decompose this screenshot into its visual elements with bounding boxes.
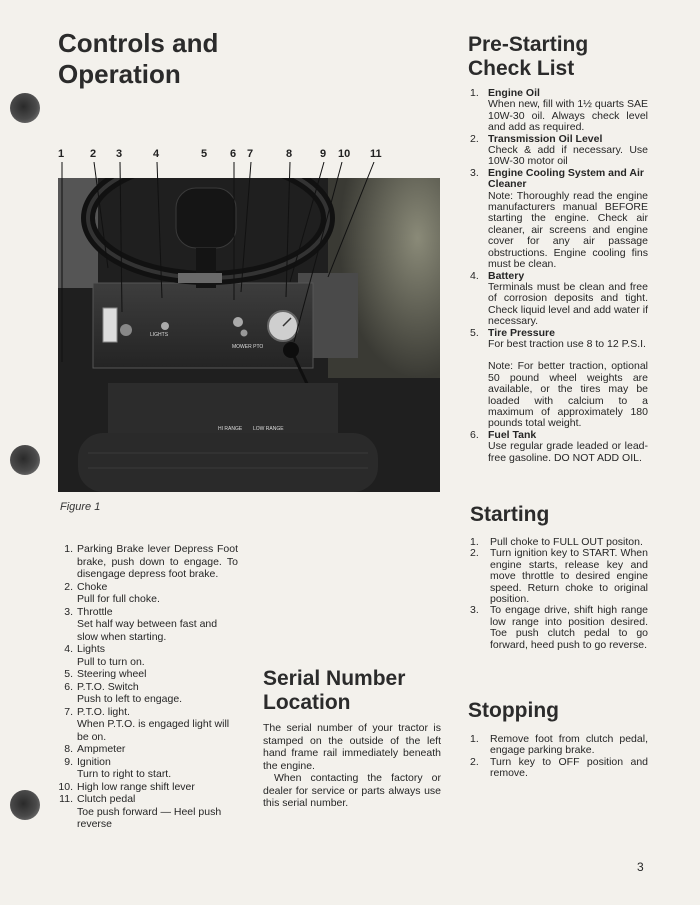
callout-number: 5 (201, 148, 208, 160)
item-number: 5. (470, 326, 479, 339)
item-text: High low range shift lever (77, 780, 195, 793)
callout-number: 11 (370, 148, 382, 160)
callout-number: 6 (230, 148, 237, 160)
item-text: Use regular grade leaded or lead-free gasoline. DO NOT ADD OIL. (488, 440, 648, 464)
item-text: When new, fill with 1½ quarts SAE 10W-30 oil. Always check level and add as required. (488, 98, 648, 134)
item-text: Ignition Turn to right to start. (77, 755, 172, 780)
item-number: 8. (64, 743, 73, 755)
list-item (470, 548, 648, 605)
list-item (58, 581, 238, 606)
item-number: 10. (58, 780, 73, 793)
controls-list (58, 543, 238, 831)
serial-body (263, 722, 441, 810)
item-text: Parking Brake lever Depress Foot brake, push down to engage. To disengage depress foot brake. (77, 543, 238, 580)
item-text: Ampmeter (77, 743, 126, 755)
callout-number: 8 (286, 148, 293, 160)
list-item (470, 88, 648, 134)
item-number: 5. (64, 668, 73, 680)
item-heading: Engine Oil (488, 87, 540, 99)
page-number: 3 (637, 860, 644, 874)
item-text: Clutch pedal Toe push forward — Heel push reverse (77, 793, 222, 830)
item-number: 11. (59, 793, 73, 805)
item-heading: Battery (488, 269, 525, 282)
list-item (470, 757, 648, 780)
item-text: Check & add if necessary. Use 10W-30 motor oil (488, 144, 648, 168)
serial-paragraph: When contacting the factory or dealer for service or parts always use this serial number. (263, 772, 441, 809)
item-number: 1. (470, 733, 479, 745)
callout-number: 2 (90, 148, 97, 160)
item-number: 3. (470, 166, 479, 179)
binder-hole (10, 790, 40, 820)
item-number: 1. (470, 536, 479, 548)
callout-leader-lines (58, 162, 388, 362)
photo-label-hi-range: HI RANGE (218, 426, 243, 432)
item-number: 3. (470, 604, 479, 617)
list-item (470, 734, 648, 757)
list-item (58, 543, 238, 581)
binder-hole (10, 445, 40, 475)
item-text: Throttle Set half way between fast and slow when starting. (77, 605, 218, 643)
photo-label-low-range: LOW RANGE (253, 426, 284, 432)
callout-number: 4 (153, 148, 160, 160)
list-item (470, 328, 648, 430)
callout-number: 1 (58, 148, 65, 160)
list-item (58, 756, 238, 781)
item-text: Choke Pull for full choke. (77, 580, 160, 605)
item-heading: Fuel Tank (488, 428, 537, 441)
item-number: 6. (64, 680, 73, 693)
item-number: 4. (64, 643, 73, 655)
list-item (470, 605, 648, 651)
item-text: For best traction use 8 to 12 P.S.I. (488, 337, 646, 350)
list-item (470, 271, 648, 328)
list-item (470, 430, 648, 464)
figure-caption: Figure 1 (60, 501, 101, 513)
callout-number: 3 (116, 148, 123, 160)
prestart-heading: Pre-Starting Check List (468, 33, 589, 80)
item-text: P.T.O. Switch Push to left to engage. (77, 680, 183, 705)
item-heading: Transmission Oil Level (488, 132, 603, 145)
list-item (58, 606, 238, 644)
item-heading: Engine Cooling System and Air Cleaner (488, 166, 644, 191)
callout-number: 10 (338, 148, 351, 160)
item-number: 2. (470, 132, 479, 145)
serial-heading: Serial Number Location (263, 667, 406, 714)
item-number: 9. (64, 755, 73, 768)
item-text: P.T.O. light. When P.T.O. is engaged light will be on. (77, 705, 230, 743)
list-item (470, 134, 648, 168)
item-number: 2. (470, 755, 479, 768)
item-note: Note: For better traction, optional 50 pound wheel weights are available, or the tires may be loaded with calcium to a maximum of approximately 180 pounds total weight. (488, 360, 648, 430)
item-text: Steering wheel (77, 668, 147, 680)
item-number: 3. (64, 605, 73, 618)
item-text: To engage drive, shift high range low range into position desired. Toe push clutch pedal to go forward, heed push to go reverse. (490, 604, 648, 651)
item-number: 4. (470, 269, 479, 282)
list-item (58, 743, 238, 756)
list-item (58, 681, 238, 706)
item-number: 2. (64, 580, 73, 593)
serial-paragraph: The serial number of your tractor is stamped on the outside of the left hand frame rail immediately beneath the engine. (263, 722, 441, 772)
item-number: 1. (470, 87, 479, 99)
item-text: Pull choke to FULL OUT positon. (490, 536, 643, 548)
list-item (470, 168, 648, 271)
item-text: Turn ignition key to START. When engine starts, release key and move throttle to desired engine speed. Return choke to original position. (490, 547, 648, 606)
item-number: 1. (64, 543, 73, 555)
item-heading: Tire Pressure (488, 326, 555, 339)
prestart-list (470, 88, 648, 464)
starting-list (470, 537, 648, 651)
item-text: Remove foot from clutch pedal, engage parking brake. (490, 733, 648, 757)
item-text: Note: Thoroughly read the engine manufacturers manual BEFORE starting the engine. Check air cleaner, air screens and engine cover for any air passage obstructions. Engine cooling fins must be clean. (488, 189, 648, 271)
binder-hole (10, 93, 40, 123)
list-item (58, 781, 238, 794)
photo-label-lights: LIGHTS (150, 332, 169, 338)
page-title: Controls and Operation (58, 28, 219, 89)
item-number: 2. (470, 547, 479, 560)
item-text: Turn key to OFF position and remove. (490, 755, 648, 780)
item-number: 7. (64, 705, 73, 718)
item-text: Terminals must be clean and free of corrosion deposits and tight. Check liquid level and add water if necessary. (488, 280, 648, 328)
callout-number: 9 (320, 148, 327, 160)
list-item (58, 793, 238, 831)
item-number: 6. (470, 428, 479, 441)
stopping-list (470, 734, 648, 780)
stopping-heading: Stopping (468, 699, 559, 722)
list-item (58, 643, 238, 668)
callout-number: 7 (247, 148, 254, 160)
starting-heading: Starting (470, 503, 550, 526)
list-item (58, 668, 238, 681)
item-text: Lights Pull to turn on. (77, 643, 145, 668)
photo-label-mower-pto: MOWER PTO (232, 344, 264, 350)
list-item (58, 706, 238, 744)
